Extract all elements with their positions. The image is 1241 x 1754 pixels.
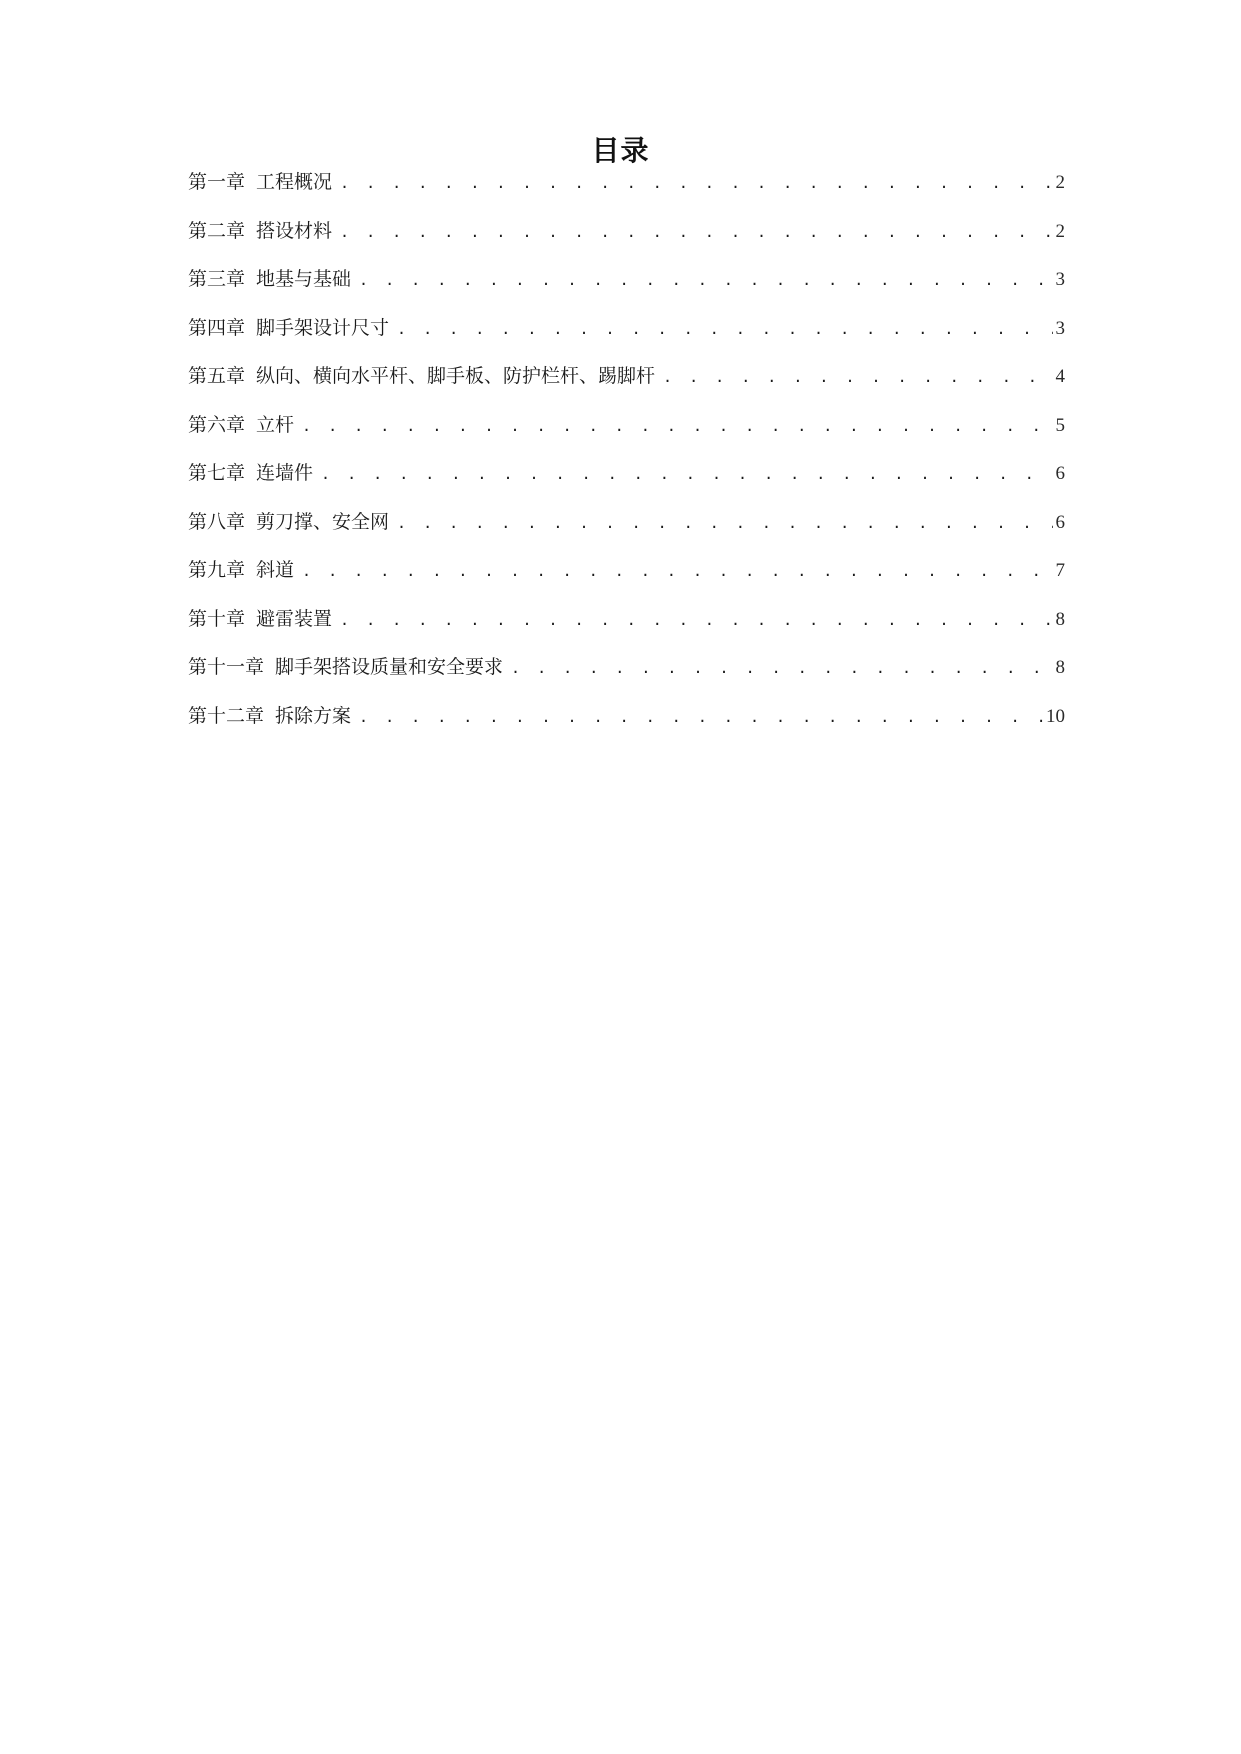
toc-dot-leader [397,508,1052,538]
toc-entry-1[interactable] [188,167,1065,216]
toc-entry-7[interactable] [188,458,1065,507]
toc-entry-8[interactable] [188,507,1065,556]
toc-chapter-number: 第八章 [188,510,246,533]
toc-chapter-number: 第五章 [188,365,246,387]
toc-chapter-heading: 地基与基础 [256,268,352,290]
toc-page-number: 6 [1055,463,1065,484]
toc-page-number: 3 [1055,317,1065,339]
toc-dot-leader [302,411,1052,441]
toc-entry-5[interactable] [188,361,1065,410]
toc-chapter-number: 第十章 [188,607,246,630]
toc-entry-12[interactable] [188,701,1065,750]
toc-chapter-heading: 连墙件 [256,462,314,484]
toc-chapter-number: 第六章 [188,413,246,436]
toc-entry-10[interactable] [188,604,1065,653]
toc-entry-6[interactable] [188,410,1065,459]
toc-dot-leader [340,168,1052,198]
toc-chapter-number: 第四章 [188,316,246,339]
toc-page-number: 2 [1055,220,1065,242]
toc-dot-leader [359,702,1043,732]
toc-chapter-number: 第一章 [188,171,246,193]
toc-page-number: 7 [1055,560,1065,581]
toc-chapter-number: 第十二章 [188,704,265,727]
toc-entry-11[interactable] [188,652,1065,701]
toc-dot-leader [397,314,1052,344]
toc-page-number: 8 [1055,657,1065,678]
toc-chapter-heading: 立杆 [256,413,295,436]
toc-dot-leader [340,605,1052,635]
toc-entry-4[interactable] [188,313,1065,362]
toc-chapter-number: 第三章 [188,268,246,290]
toc-chapter-number: 第二章 [188,219,246,242]
toc-entry-2[interactable] [188,216,1065,265]
toc-entry-3[interactable] [188,264,1065,313]
toc-chapter-heading: 工程概况 [256,171,333,193]
toc-title: 目录 [591,133,650,167]
toc-page-number: 2 [1055,172,1065,193]
toc-entry-9[interactable] [188,555,1065,604]
toc-dot-leader [359,265,1052,295]
toc-chapter-heading: 脚手架搭设质量和安全要求 [275,656,504,678]
toc-page-number: 6 [1055,511,1065,533]
toc-chapter-number: 第七章 [188,462,246,484]
toc-dot-leader [340,217,1052,247]
toc-chapter-number: 第九章 [188,559,246,581]
toc-page-number: 10 [1046,705,1065,727]
toc-page-number: 3 [1055,269,1065,290]
toc-chapter-heading: 避雷装置 [256,607,333,630]
toc-chapter-heading: 剪刀撑、安全网 [256,510,390,533]
toc-page-number: 5 [1055,414,1065,436]
table-of-contents [188,167,1065,749]
toc-chapter-heading: 脚手架设计尺寸 [256,316,390,339]
toc-chapter-heading: 纵向、横向水平杆、脚手板、防护栏杆、踢脚杆 [256,365,656,387]
toc-chapter-heading: 搭设材料 [256,219,333,242]
toc-dot-leader [511,653,1052,683]
toc-dot-leader [321,459,1052,489]
toc-dot-leader [302,556,1052,586]
toc-page-number: 8 [1055,608,1065,630]
toc-chapter-number: 第十一章 [188,656,265,678]
toc-chapter-heading: 拆除方案 [275,704,352,727]
toc-dot-leader [663,362,1052,392]
toc-chapter-heading: 斜道 [256,559,295,581]
toc-page-number: 4 [1055,366,1065,387]
